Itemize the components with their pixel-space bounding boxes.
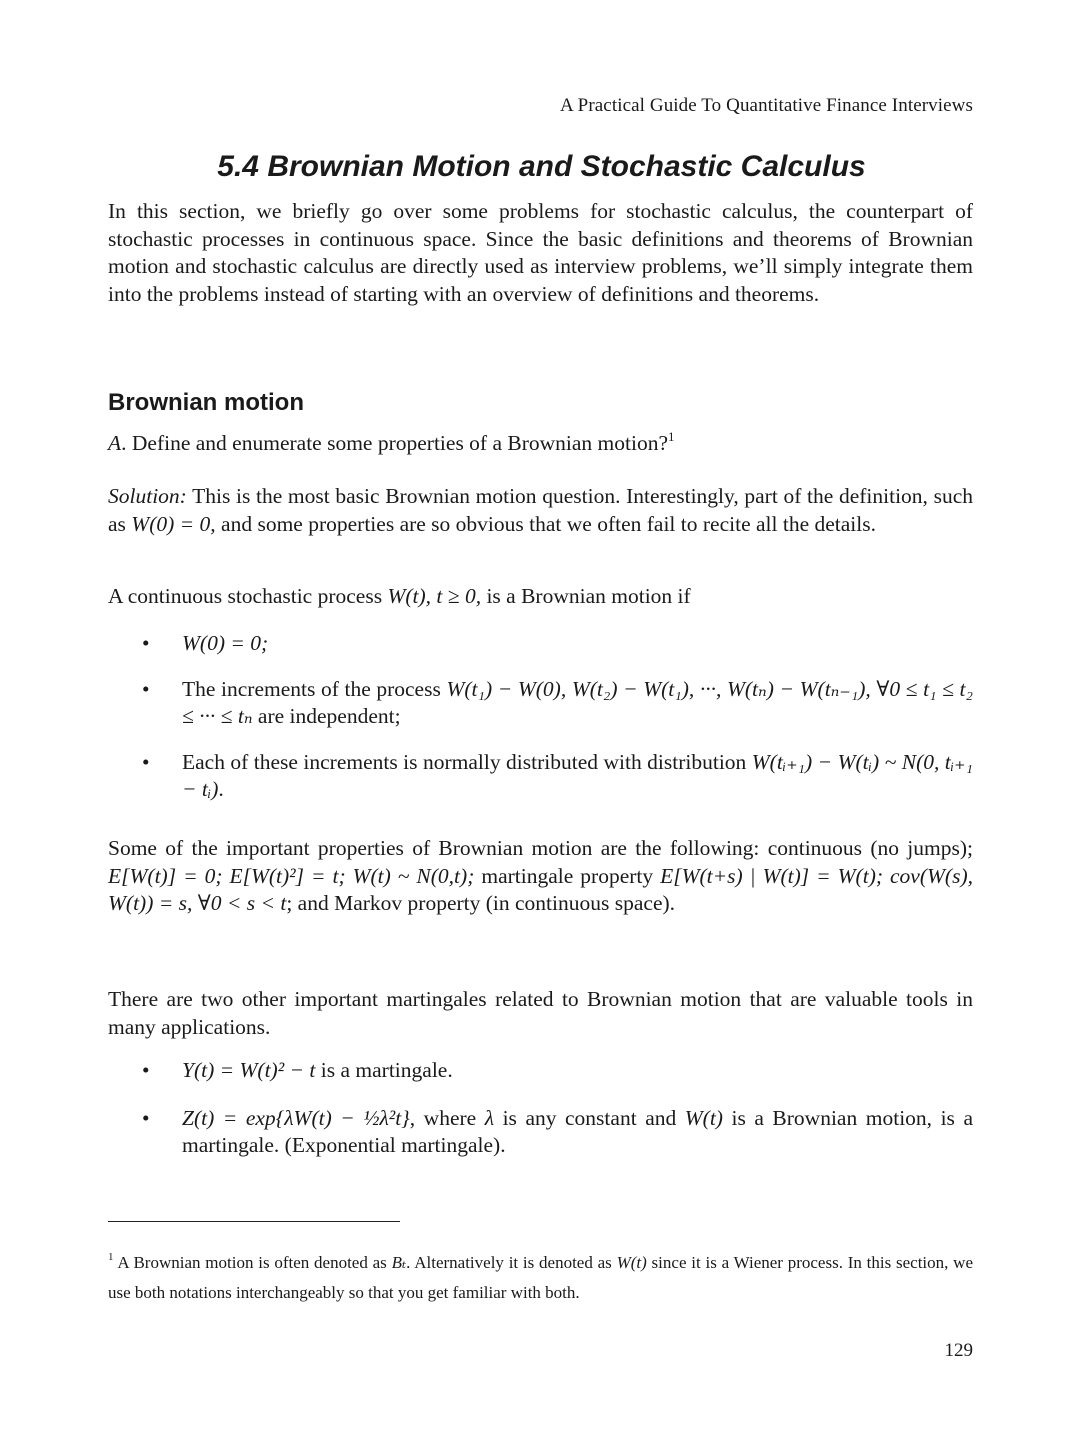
bullet-text-3: is a Brownian motion, is a martingale. (Exponential martingale). xyxy=(182,1105,973,1157)
bullet-math: Y(t) = W(t)² − t xyxy=(182,1058,316,1082)
solution-text-1: This is the most basic Brownian motion question. Interestingly, part of the definition, such as xyxy=(108,484,973,536)
footnote-math-1: Bₜ xyxy=(391,1253,407,1272)
question-text: . Define and enumerate some properties of a Brownian motion? xyxy=(121,431,669,455)
bullet-icon: • xyxy=(142,1058,150,1082)
running-head: A Practical Guide To Quantitative Finance Interviews xyxy=(560,95,973,116)
footnote xyxy=(108,1248,973,1308)
definition-lead-math: W(t), t ≥ 0, xyxy=(387,584,482,608)
bullet-text: The increments of the process xyxy=(182,676,447,701)
bullet-text: is a martingale. xyxy=(315,1058,453,1082)
bullet-text-2: is any constant and xyxy=(494,1105,685,1130)
list-item xyxy=(108,1057,973,1085)
bullet-text: , where xyxy=(409,1105,485,1130)
solution-text-2: and some properties are so obvious that we often fail to recite all the details. xyxy=(215,511,876,536)
list-item xyxy=(108,1105,973,1160)
bullet-math-3: W(t) xyxy=(684,1105,723,1130)
footnote-reference: 1 xyxy=(668,429,675,444)
properties-text-3: ; and Markov property (in continuous space). xyxy=(286,891,676,915)
solution-math: W(0) = 0, xyxy=(131,511,216,536)
bullet-icon: • xyxy=(142,1105,150,1130)
solution-label: Solution: xyxy=(108,484,187,508)
definition-list xyxy=(108,630,973,822)
properties-text-2: martingale property xyxy=(474,863,661,888)
bullet-math-2: λ xyxy=(484,1105,495,1130)
properties-paragraph xyxy=(108,835,973,918)
footnote-text-3: since it is a Wiener process. In this section, we use both notations interchangeably so that you get familiar with both. xyxy=(108,1253,974,1302)
footnote-divider xyxy=(108,1221,400,1222)
footnote-math-2: W(t) xyxy=(616,1253,647,1272)
problem-label: A xyxy=(108,431,122,455)
bullet-text-2: are independent; xyxy=(252,704,401,728)
martingales-intro: There are two other important martingales related to Brownian motion that are valuable tools in many applications. xyxy=(108,987,973,1039)
definition-lead xyxy=(108,583,973,611)
definition-lead-2: is a Brownian motion if xyxy=(481,584,691,608)
martingale-list xyxy=(108,1057,973,1180)
bullet-math: Z(t) = exp{λW(t) − ½λ²t} xyxy=(182,1105,410,1130)
subsection-heading: Brownian motion xyxy=(108,389,304,416)
definition-lead-1: A continuous stochastic process xyxy=(108,584,388,608)
bullet-icon: • xyxy=(142,631,150,655)
footnote-mark: 1 xyxy=(108,1251,114,1263)
intro-paragraph: In this section, we briefly go over some problems for stochastic calculus, the counterpart of stochastic processes in continuous space. Since the basic definitions and theorems of Brownian motion and stochastic calculus are directly used as interview problems, we’ll simply integrate them into the problems instead of starting with an overview of definitions and theorems. xyxy=(108,199,973,306)
properties-text-1: Some of the important properties of Brownian motion are the following: continuous (no jumps); xyxy=(108,836,973,860)
list-item xyxy=(108,749,973,804)
list-item xyxy=(108,676,973,731)
bullet-math: W(tᵢ₊₁) − W(tᵢ) ~ N(0, tᵢ₊₁ − tᵢ) xyxy=(182,749,974,801)
bullet-math: W(t₁) − W(0), W(t₂) − W(t₁), ···, W(tₙ) − W(tₙ₋₁), ∀0 ≤ t₁ ≤ t₂ ≤ ··· ≤ tₙ xyxy=(182,676,973,728)
bullet-text: Each of these increments is normally distributed with distribution xyxy=(182,749,752,774)
bullet-icon: • xyxy=(142,749,150,774)
bullet-icon: • xyxy=(142,676,150,701)
footnote-text-2: . Alternatively it is denoted as xyxy=(406,1253,617,1272)
footnote-text-1: A Brownian motion is often denoted as xyxy=(113,1253,392,1272)
properties-math-2: E[W(t+s) | W(t)] = W(t); cov(W(s), W(t)) = s, ∀0 < s < t xyxy=(108,863,973,915)
bullet-text-2: . xyxy=(218,777,224,801)
problem-question xyxy=(108,430,973,458)
page-number: 129 xyxy=(944,1340,973,1361)
solution-paragraph xyxy=(108,483,973,538)
properties-math-1: E[W(t)] = 0; E[W(t)²] = t; W(t) ~ N(0,t); xyxy=(108,863,475,888)
list-item xyxy=(108,630,973,658)
section-title: 5.4 Brownian Motion and Stochastic Calculus xyxy=(217,150,866,183)
bullet-math: W(0) = 0; xyxy=(182,631,269,655)
